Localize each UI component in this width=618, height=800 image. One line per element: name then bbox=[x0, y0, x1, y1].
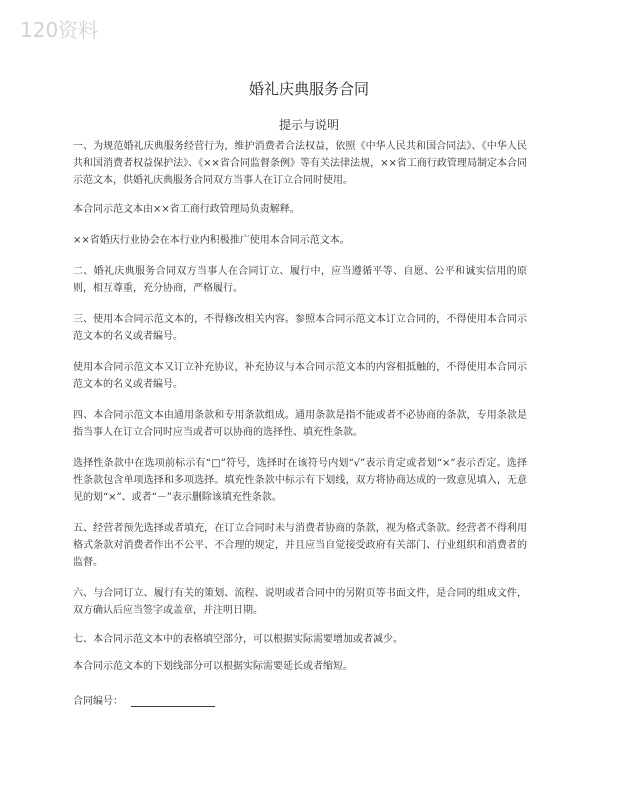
paragraph-6: 使用本合同示范文本又订立补充协议，补充协议与本合同示范文本的内容相抵触的，不得使用本合同示范文本的名义或者编号。 bbox=[73, 362, 527, 390]
paragraph-11: 七、本合同示范文本中的表格填空部分，可以根据实际需要增加或者减少。 bbox=[73, 634, 403, 645]
paragraph-5: 三、使用本合同示范文本的，不得修改相关内容。参照本合同示范文本订立合同的，不得使用本合同示范文本的名义或者编号。 bbox=[73, 314, 527, 342]
document-body bbox=[73, 138, 527, 675]
paragraph-9: 五、经营者预先选择或者填充，在订立合同时未与消费者协商的条款，视为格式条款。经营者不得利用格式条款对消费者作出不公平、不合理的规定，并且应当自觉接受政府有关部门、行业组织和消费者的监督。 bbox=[73, 523, 527, 568]
document-title: 婚礼庆典服务合同 bbox=[248, 80, 369, 98]
contract-number-label: 合同编号： bbox=[73, 696, 123, 707]
paragraph-3: ××省婚庆行业协会在本行业内积极推广使用本合同示范文本。 bbox=[73, 235, 350, 246]
paragraph-1: 一、为规范婚礼庆典服务经营行为，维护消费者合法权益，依照《中华人民共和国合同法》、《中华人民共和国消费者权益保护法》、《××省合同监督条例》等有关法律法规，××省工商行政管理局制定本合同示范文本，供婚礼庆典服务合同双方当事人在订立合同时使用。 bbox=[73, 141, 527, 186]
document-subtitle: 提示与说明 bbox=[278, 118, 339, 132]
contract-number-row bbox=[73, 692, 215, 707]
paragraph-7: 四、本合同示范文本由通用条款和专用条款组成。通用条款是指不能或者不必协商的条款，专用条款是指当事人在订立合同时应当或者可以协商的选择性、填充性条款。 bbox=[73, 410, 527, 438]
paragraph-10: 六、与合同订立、履行有关的策划、流程、说明或者合同中的另附页等书面文件，是合同的组成文件，双方确认后应当签字或盖章，并注明日期。 bbox=[73, 588, 527, 616]
watermark: 120资料 bbox=[20, 18, 99, 42]
paragraph-8: 选择性条款中在选项前标示有“□”符号，选择时在该符号内划“√”表示肯定或者划“×”表示否定。选择性条款包含单项选择和多项选择。填充性条款中标示有下划线，双方将协商达成的一致意见填入，无意见的划“×”、或者“－”表示删除该填充性条款。 bbox=[73, 458, 527, 503]
paragraph-2: 本合同示范文本由××省工商行政管理局负责解释。 bbox=[73, 204, 300, 215]
contract-number-blank[interactable] bbox=[131, 695, 215, 707]
paragraph-4: 二、婚礼庆典服务合同双方当事人在合同订立、履行中，应当遵循平等、自愿、公平和诚实信用的原则，相互尊重，充分协商，严格履行。 bbox=[73, 266, 527, 294]
paragraph-12: 本合同示范文本的下划线部分可以根据实际需要延长或者缩短。 bbox=[73, 661, 353, 672]
